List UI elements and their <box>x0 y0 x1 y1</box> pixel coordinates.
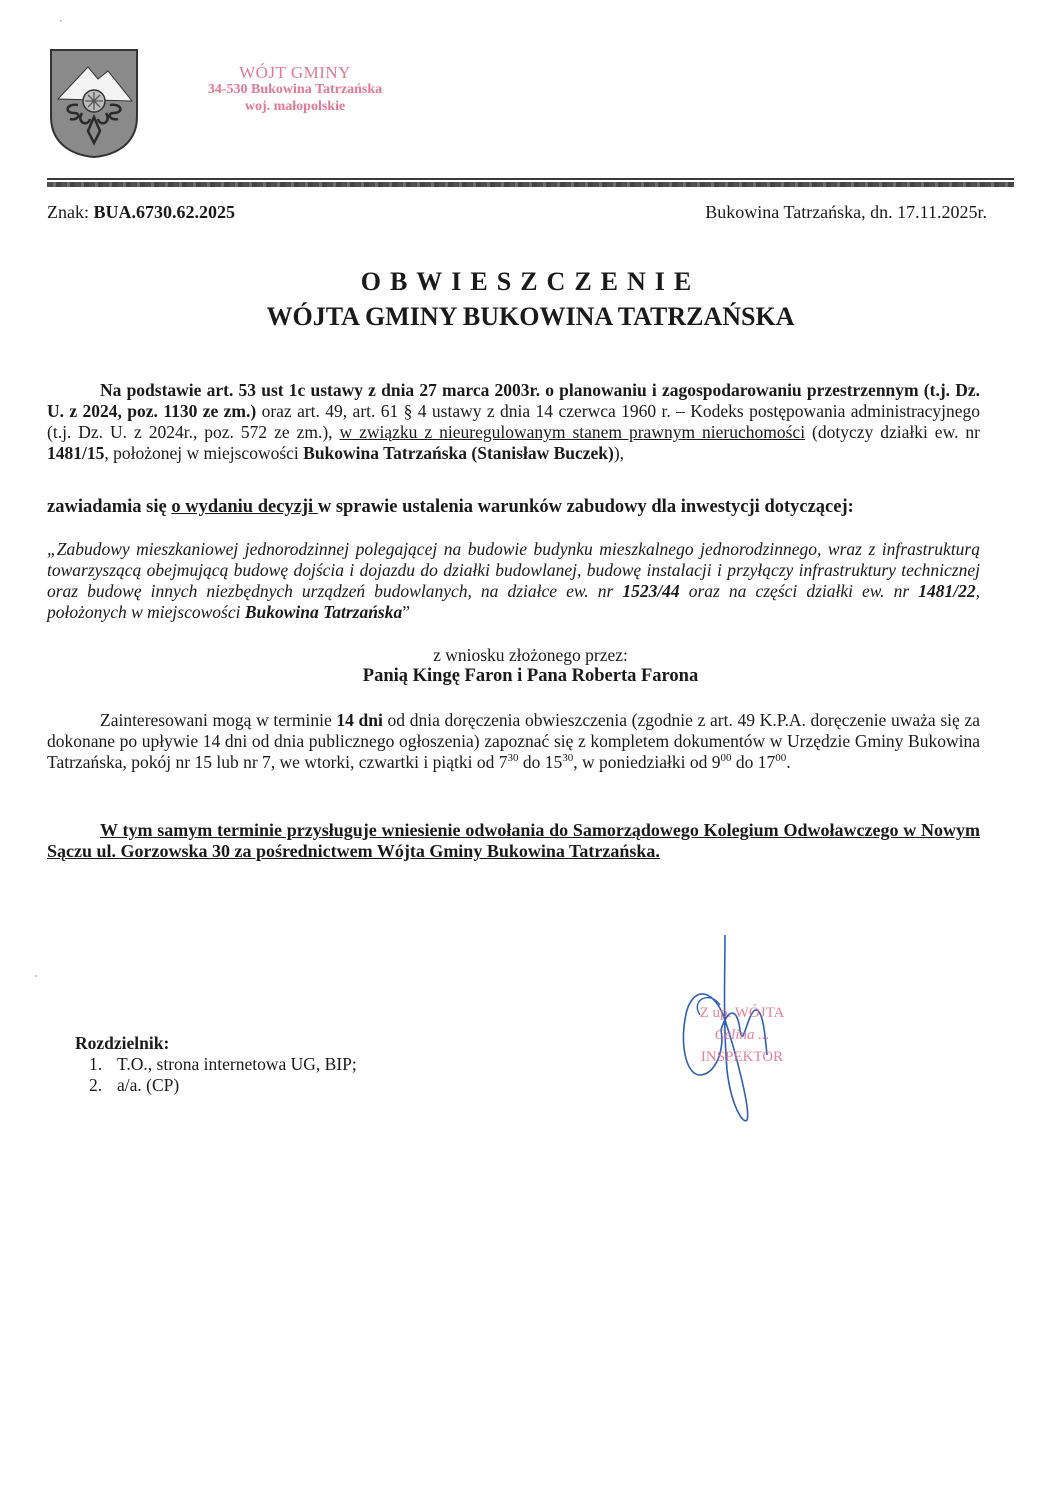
scan-speck <box>60 20 62 22</box>
reference-number <box>47 202 235 223</box>
closing-text: ), <box>613 443 625 463</box>
place-date: Bukowina Tatrzańska, dn. 17.11.2025r. <box>705 202 987 222</box>
closing-quote: ” <box>402 602 411 622</box>
plot-number-2: 1481/22 <box>918 581 976 601</box>
coat-of-arms-logo <box>48 47 140 159</box>
reference-value: BUA.6730.62.2025 <box>93 202 236 222</box>
stamp-line-3: woj. małopolskie <box>244 99 346 114</box>
investment-text-3: , położonych w miejscowości <box>47 581 980 622</box>
signature-stamp <box>672 1002 812 1068</box>
appeal-text: W tym samym terminie przysługuje wniesienie odwołania do Samorządowego Kolegium Odwoławczego w Nowym Sączu ul. Gorzowska 30 za pośrednictwem Wójta Gminy Bukowina Tatrzańska. <box>47 820 980 861</box>
hour-end-1: 15 <box>544 752 563 772</box>
minute-start-1: 30 <box>507 752 519 765</box>
inspection-paragraph <box>47 710 980 773</box>
plot-text: (dotyczy działki ew. nr <box>805 422 980 442</box>
legal-basis-paragraph <box>47 380 980 464</box>
signature-stamp-line-3: INSPEKTOR <box>700 1049 784 1065</box>
legal-status-note: w związku z nieuregulowanym stanem prawnym nieruchomości <box>339 422 806 442</box>
hour-start-2: 9 <box>711 752 721 772</box>
deadline: 14 dni <box>336 710 383 730</box>
to-text-1: do <box>518 752 545 772</box>
distribution-list <box>75 1033 357 1096</box>
legal-basis-text: oraz art. 49, art. 61 § 4 ustawy z dnia 14 czerwca 1960 r. – Kodeks postępowania administracyjnego (t.j. Dz. U. z 2024r., poz. 572 ze zm.), <box>47 401 980 442</box>
notification-paragraph <box>47 497 980 518</box>
investment-location: Bukowina Tatrzańska <box>244 602 403 622</box>
notice-text: zawiadamia się <box>47 497 172 517</box>
distribution-item-number: 2. <box>89 1075 103 1095</box>
scan-speck <box>35 975 37 977</box>
distribution-item <box>75 1075 357 1096</box>
office-stamp <box>190 64 400 115</box>
header-divider <box>47 178 1014 187</box>
distribution-heading: Rozdzielnik: <box>75 1033 170 1053</box>
distribution-item-number: 1. <box>89 1054 103 1074</box>
investment-text-2: oraz na części działki ew. nr <box>679 581 919 601</box>
investment-text: „Zabudowy mieszkaniowej jednorodzinnej polegającej na budowie budynku mieszkalnego jednorodzinnego, wraz z infrastrukturą towarzyszącą obejmującą budowę dojścia i dojazdu do działki budowlanej, budowę instalacji i przyłączy infrastruktury technicznej oraz budowę innych niezbędnych urządzeń budowlanych, na działce ew. nr <box>47 539 980 601</box>
minute-start-2: 00 <box>720 752 732 765</box>
plot-number-1: 1523/44 <box>622 581 680 601</box>
applicant-block <box>0 645 1061 687</box>
distribution-item-text: a/a. (CP) <box>117 1075 180 1095</box>
location-owner: Bukowina Tatrzańska (Stanisław Buczek) <box>303 443 614 463</box>
signature-stamp-line-2: Celina ... <box>714 1027 770 1043</box>
investment-description <box>47 539 980 623</box>
signature-stamp-line-1: Z up. WÓJTA <box>699 1005 785 1021</box>
inspection-text: Zainteresowani mogą w terminie <box>100 710 337 730</box>
reference-label: Znak: <box>47 202 89 222</box>
document-subtitle: WÓJTA GMINY BUKOWINA TATRZAŃSKA <box>266 302 795 331</box>
notice-subject: w sprawie ustalenia warunków zabudowy dla inwestycji dotyczącej: <box>317 497 854 517</box>
stamp-line-2: 34-530 Bukowina Tatrzańska <box>207 82 383 97</box>
stamp-line-1: WÓJT GMINY <box>239 63 351 82</box>
plot-number: 1481/15 <box>47 443 105 463</box>
inspection-text-2: od dnia doręczenia obwieszczenia (zgodnie z art. 49 K.P.A. doręczenie uważa się za dokonane po upływie 14 dni od dnia publicznego ogłoszenia) zapoznać się z kompletem dokumentów w Urzędzie Gminy Bukowina Tatrzańska, pokój nr 15 lub nr 7, we wtorki, czwartki i piątki od <box>47 710 981 772</box>
legal-basis-bold: Na podstawie art. 53 ust 1c ustawy z dnia 27 marca 2003r. o planowaniu i zagospodarowaniu przestrzennym (t.j. Dz. U. z 2024, poz. 1130 ze zm.) <box>47 380 980 421</box>
appeal-paragraph <box>47 820 980 862</box>
location-text: , położonej w miejscowości <box>104 443 304 463</box>
period: . <box>786 752 791 772</box>
applicant-intro: z wniosku złożonego przez: <box>433 645 628 665</box>
applicant-names: Panią Kingę Faron i Pana Roberta Farona <box>362 666 699 686</box>
decision-note: o wydaniu decyzji <box>171 497 318 517</box>
hour-end-2: 17 <box>757 752 776 772</box>
distribution-item <box>75 1054 357 1075</box>
monday-text: , w poniedziałki od <box>573 752 712 772</box>
minute-end-1: 30 <box>562 752 574 765</box>
distribution-item-text: T.O., strona internetowa UG, BIP; <box>117 1054 357 1074</box>
to-text-2: do <box>731 752 758 772</box>
minute-end-2: 00 <box>775 752 787 765</box>
document-title: OBWIESZCZENIE <box>360 267 701 296</box>
hour-start-1: 7 <box>498 752 508 772</box>
